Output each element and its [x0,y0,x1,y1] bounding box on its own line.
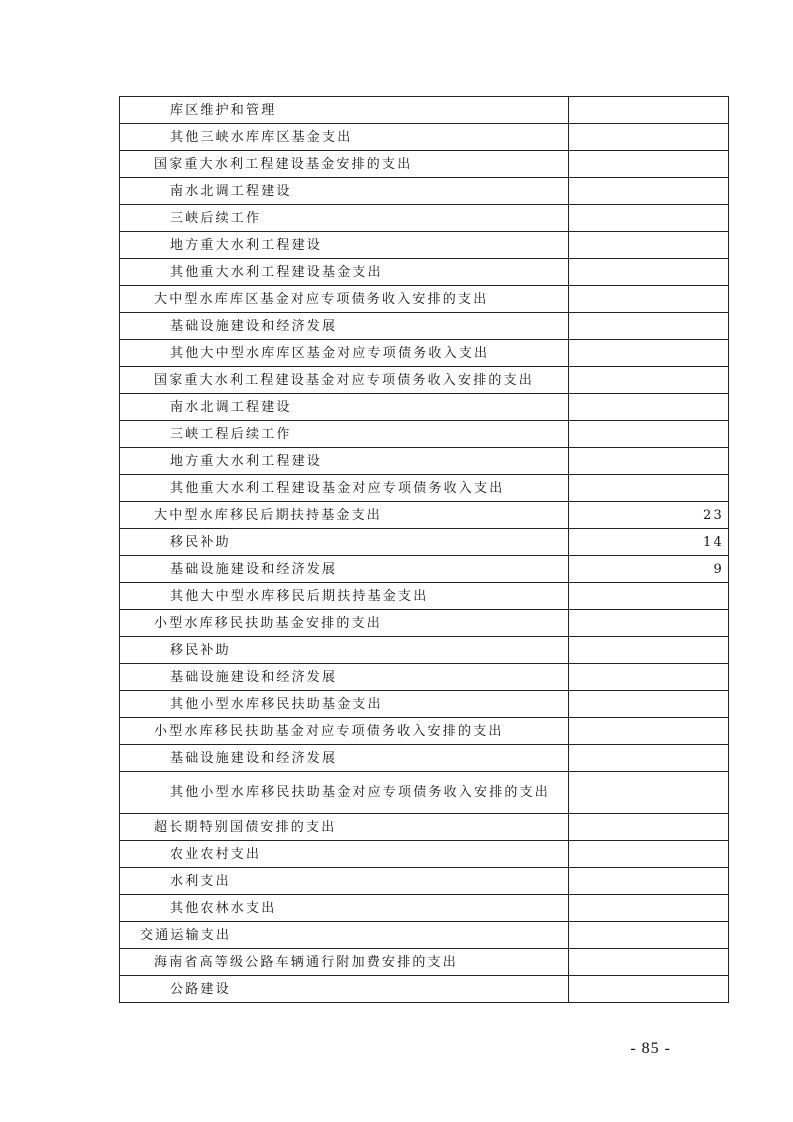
row-value [569,97,729,124]
row-value [569,922,729,949]
row-label: 小型水库移民扶助基金对应专项债务收入安排的支出 [120,718,569,745]
row-label: 基础设施建设和经济发展 [120,313,569,340]
table-row [120,664,729,691]
table-row [120,313,729,340]
page-number: - 85 - [630,1040,671,1057]
row-label: 国家重大水利工程建设基金对应专项债务收入安排的支出 [120,367,569,394]
row-label: 三峡后续工作 [120,205,569,232]
row-label: 基础设施建设和经济发展 [120,664,569,691]
row-label: 小型水库移民扶助基金安排的支出 [120,610,569,637]
row-value [569,745,729,772]
row-label: 三峡工程后续工作 [120,421,569,448]
row-value [569,394,729,421]
row-value [569,475,729,502]
table-row [120,340,729,367]
table-row [120,976,729,1003]
row-label: 其他重大水利工程建设基金支出 [120,259,569,286]
row-label: 农业农村支出 [120,841,569,868]
row-value [569,232,729,259]
row-label: 水利支出 [120,868,569,895]
row-value [569,814,729,841]
table-row [120,394,729,421]
table-row [120,556,729,583]
row-label: 南水北调工程建设 [120,178,569,205]
row-label: 其他农林水支出 [120,895,569,922]
row-label: 公路建设 [120,976,569,1003]
row-label: 海南省高等级公路车辆通行附加费安排的支出 [120,949,569,976]
table-row [120,286,729,313]
table-row [120,421,729,448]
row-value [569,151,729,178]
table-row [120,448,729,475]
row-value [569,841,729,868]
row-value [569,949,729,976]
budget-table [119,96,729,1003]
row-value [569,772,729,814]
row-label: 其他小型水库移民扶助基金支出 [120,691,569,718]
row-value [569,124,729,151]
table-row [120,124,729,151]
row-value [569,259,729,286]
table-row [120,475,729,502]
row-value [569,868,729,895]
row-value [569,691,729,718]
table-row [120,502,729,529]
table-row [120,949,729,976]
row-value [569,205,729,232]
table-row [120,232,729,259]
row-label: 交通运输支出 [120,922,569,949]
table-row [120,814,729,841]
table-row [120,868,729,895]
row-value [569,976,729,1003]
row-label: 基础设施建设和经济发展 [120,556,569,583]
row-value [569,718,729,745]
table-row [120,772,729,814]
row-label: 国家重大水利工程建设基金安排的支出 [120,151,569,178]
table-row [120,178,729,205]
table-row [120,718,729,745]
row-label: 移民补助 [120,637,569,664]
row-value: 14 [569,529,729,556]
row-label: 大中型水库库区基金对应专项债务收入安排的支出 [120,286,569,313]
table-row [120,529,729,556]
row-value [569,178,729,205]
row-value: 9 [569,556,729,583]
table-row [120,367,729,394]
row-value [569,895,729,922]
table-row [120,97,729,124]
row-value [569,664,729,691]
row-value [569,286,729,313]
table-row [120,745,729,772]
table-row [120,583,729,610]
table-row [120,691,729,718]
row-label: 其他重大水利工程建设基金对应专项债务收入支出 [120,475,569,502]
row-label: 地方重大水利工程建设 [120,232,569,259]
row-label: 库区维护和管理 [120,97,569,124]
row-label: 其他三峡水库库区基金支出 [120,124,569,151]
row-label: 其他小型水库移民扶助基金对应专项债务收入安排的支出 [120,772,569,814]
table-row [120,895,729,922]
row-value [569,313,729,340]
table-row [120,259,729,286]
row-label: 其他大中型水库移民后期扶持基金支出 [120,583,569,610]
row-value [569,583,729,610]
table-row [120,841,729,868]
row-value [569,448,729,475]
row-value [569,367,729,394]
table-row [120,205,729,232]
table-row [120,637,729,664]
row-value [569,637,729,664]
row-label: 南水北调工程建设 [120,394,569,421]
row-label: 大中型水库移民后期扶持基金支出 [120,502,569,529]
row-label: 地方重大水利工程建设 [120,448,569,475]
row-label: 移民补助 [120,529,569,556]
row-value [569,340,729,367]
table-row [120,151,729,178]
table-row [120,610,729,637]
row-value [569,421,729,448]
row-value: 23 [569,502,729,529]
row-value [569,610,729,637]
table-row [120,922,729,949]
row-label: 超长期特别国债安排的支出 [120,814,569,841]
row-label: 基础设施建设和经济发展 [120,745,569,772]
row-label: 其他大中型水库库区基金对应专项债务收入支出 [120,340,569,367]
